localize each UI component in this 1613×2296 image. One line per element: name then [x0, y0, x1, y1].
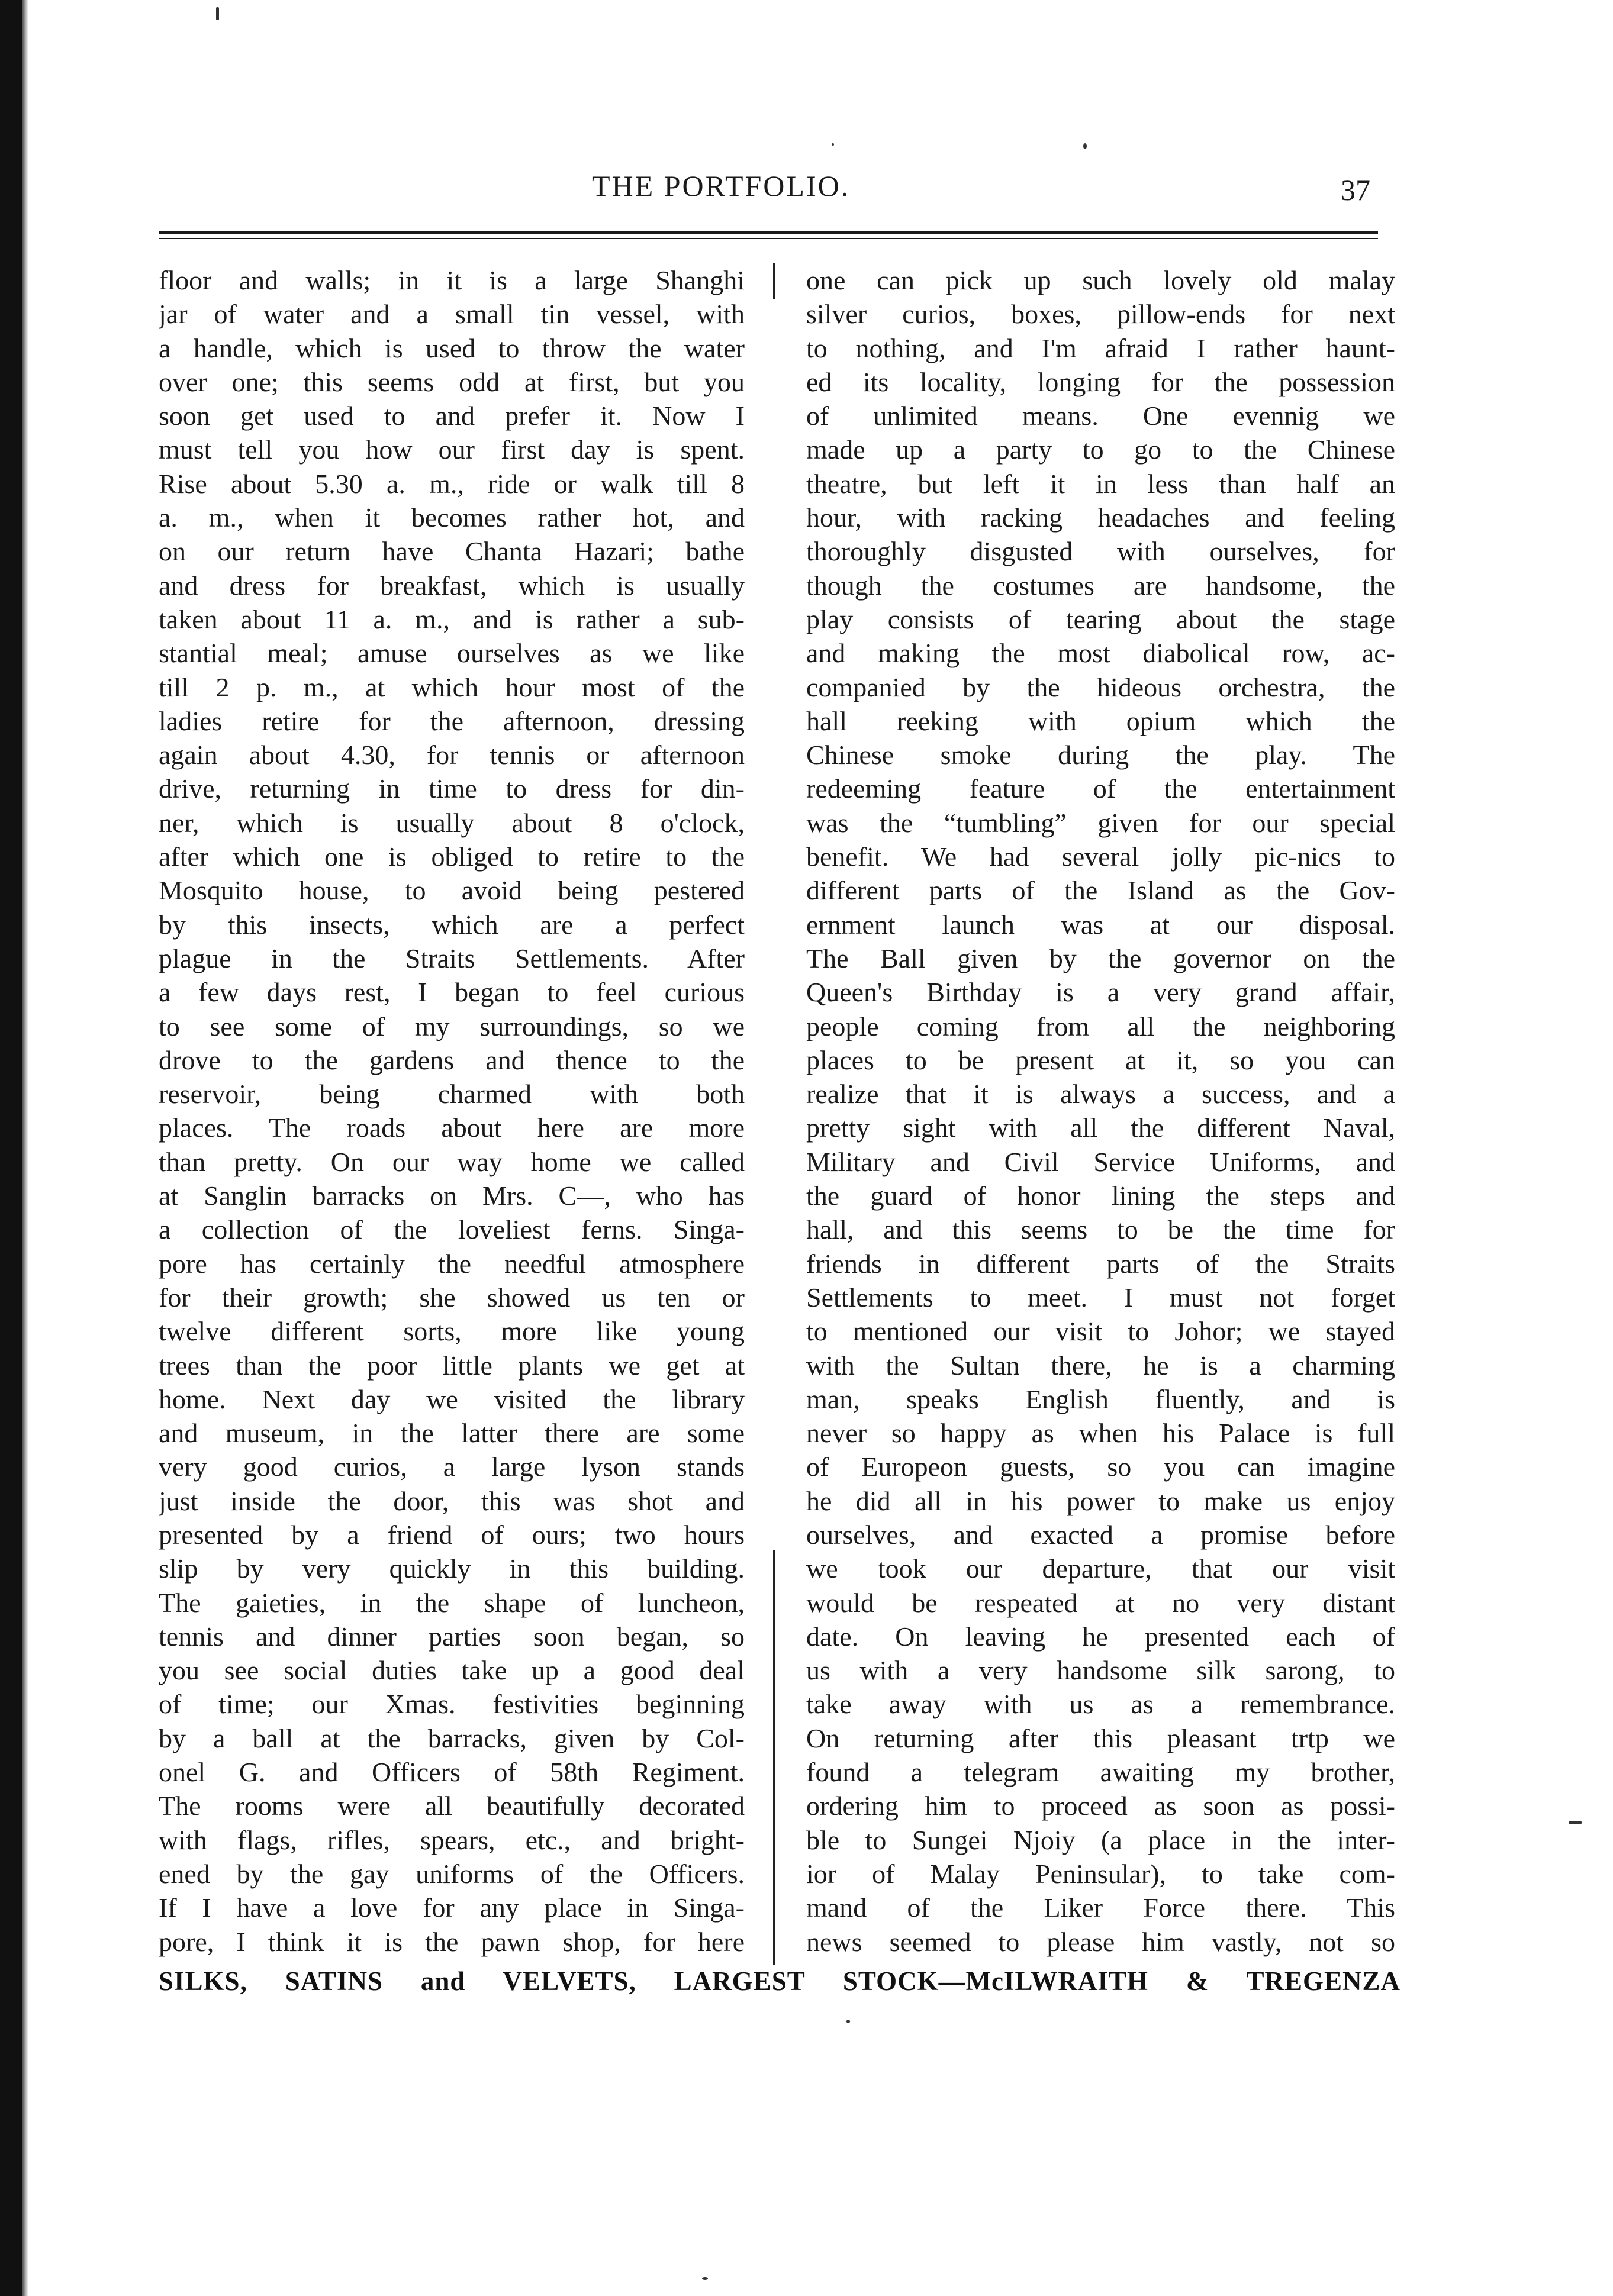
text-line: he did all in his power to make us enjoy — [806, 1485, 1395, 1516]
text-line: and dress for breakfast, which is usually — [159, 570, 745, 601]
text-line: man, speaks English fluently, and is — [806, 1384, 1395, 1414]
text-line: On returning after this pleasant trtp we — [806, 1723, 1395, 1753]
text-line: of unlimited means. One evennig we — [806, 401, 1395, 431]
text-line: theatre, but left it in less than half an — [806, 468, 1395, 499]
text-line: Chinese smoke during the play. The — [806, 740, 1395, 770]
text-line: never so happy as when his Palace is full — [806, 1418, 1395, 1449]
print-speck — [216, 7, 219, 20]
text-line: Military and Civil Service Uniforms, and — [806, 1146, 1395, 1177]
text-line: ed its locality, longing for the possession — [806, 366, 1395, 397]
text-line: again about 4.30, for tennis or afternoon — [159, 740, 745, 770]
text-line: realize that it is always a success, and a — [806, 1079, 1395, 1110]
text-line: Mosquito house, to avoid being pestered — [159, 875, 745, 906]
text-line: stantial meal; amuse ourselves as we like — [159, 638, 745, 669]
text-line: ble to Sungei Njoiy (a place in the inter- — [806, 1824, 1395, 1855]
print-speck — [846, 2020, 850, 2023]
text-line: plague in the Straits Settlements. After — [159, 943, 745, 973]
text-line: at Sanglin barracks on Mrs. C—, who has — [159, 1181, 745, 1211]
binding-edge — [0, 0, 22, 2296]
text-line: ladies retire for the afternoon, dressing — [159, 705, 745, 736]
footer-advertisement: SILKS, SATINS and VELVETS, LARGEST STOCK—McILWRAITH & TREGENZA — [159, 1966, 1400, 1996]
text-line: on our return have Chanta Hazari; bathe — [159, 536, 745, 567]
text-line: very good curios, a large lyson stands — [159, 1452, 745, 1482]
text-line: people coming from all the neighboring — [806, 1011, 1395, 1041]
text-line: The rooms were all beautifully decorated — [159, 1791, 745, 1821]
text-line: ordering him to proceed as soon as possi- — [806, 1791, 1395, 1821]
print-speck — [702, 2277, 708, 2280]
text-line: pore has certainly the needful atmosphere — [159, 1248, 745, 1279]
running-title: THE PORTFOLIO. — [592, 169, 851, 202]
text-line: hour, with racking headaches and feeling — [806, 502, 1395, 533]
text-line: places to be present at it, so you can — [806, 1044, 1395, 1075]
text-line: play consists of tearing about the stage — [806, 604, 1395, 634]
text-line: one can pick up such lovely old malay — [806, 265, 1395, 295]
text-line: a handle, which is used to throw the water — [159, 333, 745, 363]
text-line: different parts of the Island as the Gov- — [806, 875, 1395, 906]
text-line: by this insects, which are a perfect — [159, 909, 745, 940]
text-line: ernment launch was at our disposal. — [806, 909, 1395, 940]
text-line: made up a party to go to the Chinese — [806, 434, 1395, 465]
text-line: slip by very quickly in this building. — [159, 1553, 745, 1584]
text-line: a collection of the loveliest ferns. Singa- — [159, 1214, 745, 1245]
text-line: after which one is obliged to retire to the — [159, 841, 745, 872]
header-rule-thick — [159, 231, 1378, 234]
text-line: us with a very handsome silk sarong, to — [806, 1655, 1395, 1686]
text-line: jar of water and a small tin vessel, with — [159, 299, 745, 330]
page-number: 37 — [1341, 173, 1370, 207]
text-line: with flags, rifles, spears, etc., and bright- — [159, 1824, 745, 1855]
text-line: you see social duties take up a good deal — [159, 1655, 745, 1686]
right-text-column — [806, 263, 1395, 1959]
text-line: benefit. We had several jolly pic-nics to — [806, 841, 1395, 872]
left-text-column — [159, 263, 745, 1959]
text-line: must tell you how our first day is spent. — [159, 434, 745, 465]
text-line: news seemed to please him vastly, not so — [806, 1926, 1395, 1957]
text-line: to mentioned our visit to Johor; we stayed — [806, 1316, 1395, 1347]
text-line: date. On leaving he presented each of — [806, 1621, 1395, 1652]
text-line: floor and walls; in it is a large Shanghi — [159, 265, 745, 295]
text-line: with the Sultan there, he is a charming — [806, 1350, 1395, 1381]
text-line: over one; this seems odd at first, but you — [159, 366, 745, 397]
text-line: reservoir, being charmed with both — [159, 1079, 745, 1110]
print-speck — [1083, 143, 1087, 149]
text-line: just inside the door, this was shot and — [159, 1485, 745, 1516]
text-line: thoroughly disgusted with ourselves, for — [806, 536, 1395, 567]
text-line: hall, and this seems to be the time for — [806, 1214, 1395, 1245]
text-line: pretty sight with all the different Naval, — [806, 1112, 1395, 1143]
text-line: found a telegram awaiting my brother, — [806, 1757, 1395, 1788]
text-line: ourselves, and exacted a promise before — [806, 1519, 1395, 1550]
text-line: a few days rest, I began to feel curious — [159, 977, 745, 1008]
text-line: tennis and dinner parties soon began, so — [159, 1621, 745, 1652]
text-line: companied by the hideous orchestra, the — [806, 672, 1395, 702]
column-divider-bottom — [773, 1550, 775, 1965]
text-line: drive, returning in time to dress for din- — [159, 773, 745, 804]
text-line: places. The roads about here are more — [159, 1112, 745, 1143]
text-line: a. m., when it becomes rather hot, and — [159, 502, 745, 533]
text-line: Settlements to meet. I must not forget — [806, 1282, 1395, 1313]
text-line: friends in different parts of the Straits — [806, 1248, 1395, 1279]
text-line: for their growth; she showed us ten or — [159, 1282, 745, 1313]
text-line: till 2 p. m., at which hour most of the — [159, 672, 745, 702]
text-line: drove to the gardens and thence to the — [159, 1044, 745, 1075]
text-line: would be respeated at no very distant — [806, 1587, 1395, 1618]
column-divider-top — [773, 263, 775, 299]
text-line: by a ball at the barracks, given by Col- — [159, 1723, 745, 1753]
text-line: and museum, in the latter there are some — [159, 1418, 745, 1449]
text-line: If I have a love for any place in Singa- — [159, 1892, 745, 1923]
text-line: silver curios, boxes, pillow-ends for next — [806, 299, 1395, 330]
text-line: to nothing, and I'm afraid I rather haunt- — [806, 333, 1395, 363]
text-line: Rise about 5.30 a. m., ride or walk till 8 — [159, 468, 745, 499]
print-speck — [832, 143, 834, 146]
text-line: hall reeking with opium which the — [806, 705, 1395, 736]
text-line: mand of the Liker Force there. This — [806, 1892, 1395, 1923]
text-line: The gaieties, in the shape of luncheon, — [159, 1587, 745, 1618]
print-speck — [1569, 1821, 1582, 1824]
text-line: was the “tumbling” given for our special — [806, 807, 1395, 838]
text-line: presented by a friend of ours; two hours — [159, 1519, 745, 1550]
text-line: redeeming feature of the entertainment — [806, 773, 1395, 804]
text-line: ner, which is usually about 8 o'clock, — [159, 807, 745, 838]
text-line: ior of Malay Peninsular), to take com- — [806, 1858, 1395, 1889]
text-line: onel G. and Officers of 58th Regiment. — [159, 1757, 745, 1788]
text-line: to see some of my surroundings, so we — [159, 1011, 745, 1041]
text-line: The Ball given by the governor on the — [806, 943, 1395, 973]
text-line: Queen's Birthday is a very grand affair, — [806, 977, 1395, 1008]
text-line: of Europeon guests, so you can imagine — [806, 1452, 1395, 1482]
text-line: take away with us as a remembrance. — [806, 1689, 1395, 1720]
text-line: ened by the gay uniforms of the Officers. — [159, 1858, 745, 1889]
text-line: trees than the poor little plants we get at — [159, 1350, 745, 1381]
text-line: pore, I think it is the pawn shop, for here — [159, 1926, 745, 1957]
text-line: home. Next day we visited the library — [159, 1384, 745, 1414]
text-line: twelve different sorts, more like young — [159, 1316, 745, 1347]
header-rule-thin — [159, 238, 1378, 239]
text-line: though the costumes are handsome, the — [806, 570, 1395, 601]
text-line: of time; our Xmas. festivities beginning — [159, 1689, 745, 1720]
text-line: taken about 11 a. m., and is rather a sub- — [159, 604, 745, 634]
binding-shadow — [22, 0, 28, 2296]
text-line: soon get used to and prefer it. Now I — [159, 401, 745, 431]
text-line: the guard of honor lining the steps and — [806, 1181, 1395, 1211]
text-line: than pretty. On our way home we called — [159, 1146, 745, 1177]
text-line: we took our departure, that our visit — [806, 1553, 1395, 1584]
text-line: and making the most diabolical row, ac- — [806, 638, 1395, 669]
